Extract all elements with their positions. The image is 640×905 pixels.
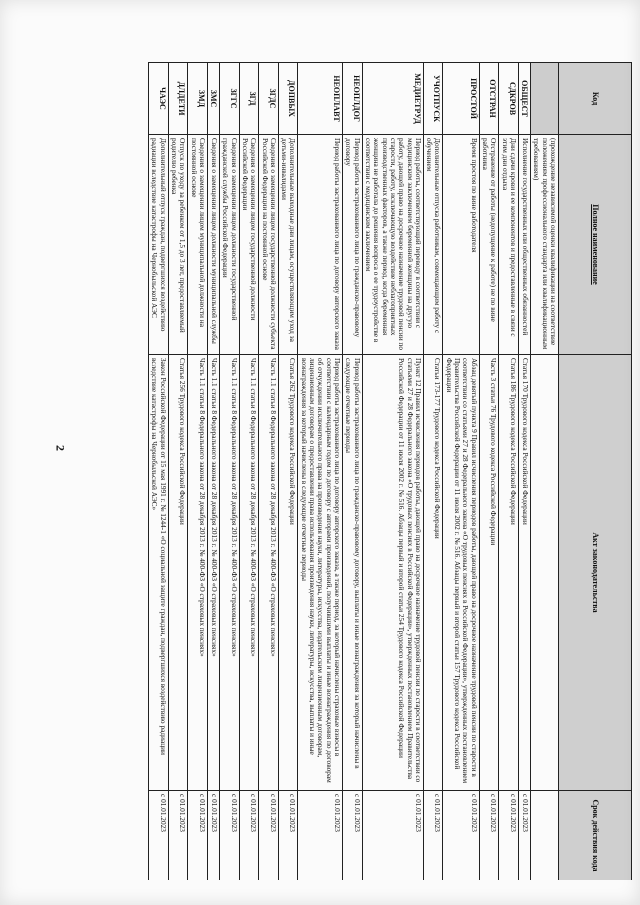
date-cell: с 01.01.2023 — [219, 791, 239, 881]
code-cell: ЗГДС — [259, 63, 279, 135]
name-cell: Сведения о замещении лицом государственной должности субъекта Российской Федерации на постоянной основе — [259, 135, 279, 355]
date-cell: с 01.01.2023 — [168, 791, 188, 881]
act-cell: Часть 3 статьи 76 Трудового кодекса Российской Федерации — [479, 355, 499, 791]
table-row — [207, 63, 219, 881]
table-row — [531, 63, 559, 881]
date-cell: с 01.01.2023 — [188, 791, 208, 881]
act-cell: Часть 1.1 статьи 8 Федерального закона от 28 декабря 2013 г. № 400-ФЗ «О страховых пенсиях» — [259, 355, 279, 791]
rotated-page — [48, 62, 632, 880]
act-cell: Статья 262 Трудового кодекса Российской Федерации — [278, 355, 298, 791]
table-header-row — [559, 63, 632, 881]
name-cell: Дополнительный отпуск граждан, подвергшихся воздействию радиации вследствие катастрофы на Чернобыльской АЭС — [148, 135, 168, 355]
name-cell: Исполнение государственных или общественных обязанностей — [518, 135, 530, 355]
act-cell: Статья 170 Трудового кодекса Российской Федерации — [518, 355, 530, 791]
date-cell: с 01.01.2023 — [423, 791, 443, 881]
table-row — [188, 63, 208, 881]
date-cell: с 01.01.2023 — [343, 791, 363, 881]
activity-codes-table — [148, 62, 632, 880]
name-cell: Время простоя по вине работодателя — [443, 135, 479, 355]
name-cell: Дополнительные отпуска работникам, совмещающим работу с обучением — [423, 135, 443, 355]
code-cell: ЗГГС — [219, 63, 239, 135]
date-cell: с 01.01.2023 — [207, 791, 219, 881]
table-body — [148, 63, 558, 881]
code-cell: МЕДИЕТРУД — [362, 63, 423, 135]
code-cell: ДЛДЕТИ — [168, 63, 188, 135]
act-cell: Статья 186 Трудового кодекса Российской Федерации — [499, 355, 519, 791]
table-row — [479, 63, 499, 881]
table-row — [168, 63, 188, 881]
table-row — [499, 63, 519, 881]
date-cell: с 01.01.2023 — [148, 791, 168, 881]
table-row — [148, 63, 168, 881]
table-row — [518, 63, 530, 881]
date-cell: с 01.01.2023 — [298, 791, 343, 881]
code-cell: УЧОТПУСК — [423, 63, 443, 135]
date-cell: с 01.01.2023 — [443, 791, 479, 881]
act-cell: Статьи 173-177 Трудового кодекса Российской Федерации — [423, 355, 443, 791]
act-cell: Абзац девятый пункта 9 Правил исчисления периодов работы, дающей право на досрочное назначение трудовой пенсии по старости в соответствии со статьями 27 и 28 Федерального закона «О трудовых пенсиях в Российской Федерации», утвержденных постановлением Правительства Российской Федерации от 11 июля 2002 г. № 516. Абзацы первый и второй статьи 157 Трудового кодекса Российской Федерации — [443, 355, 479, 791]
code-cell: ЗМД — [188, 63, 208, 135]
code-cell: ОБЩЕСТ — [518, 63, 530, 135]
name-cell: Дополнительные выходные дни лицам, осуществляющим уход за детьми-инвалидами — [278, 135, 298, 355]
header-full-name: Полное наименование — [559, 135, 632, 355]
document-body — [48, 62, 632, 880]
act-cell: Часть 1.1 статьи 8 Федерального закона от 28 декабря 2013 г. № 400-ФЗ «О страховых пенсиях» — [188, 355, 208, 791]
act-cell: Часть 1.1 статьи 8 Федерального закона от 28 декабря 2013 г. № 400-ФЗ «О страховых пенсиях» — [207, 355, 219, 791]
name-cell: Дни сдачи крови и ее компонентов и предоставленные в связи с этим дни отдыха — [499, 135, 519, 355]
code-cell: НЕОПЛДОГ — [343, 63, 363, 135]
header-code: Код — [559, 63, 632, 135]
table-row — [443, 63, 479, 881]
table-row — [362, 63, 423, 881]
table-row — [423, 63, 443, 881]
table-row — [278, 63, 298, 881]
code-cell: ЗМС — [207, 63, 219, 135]
code-cell: ЗГД — [239, 63, 259, 135]
code-cell: НЕОПЛАВТ — [298, 63, 343, 135]
act-cell: Часть 1.1 статьи 8 Федерального закона от 28 декабря 2013 г. № 400-ФЗ «О страховых пенсиях» — [219, 355, 239, 791]
code-cell — [531, 63, 559, 135]
date-cell: с 01.01.2023 — [278, 791, 298, 881]
code-cell: ЧАЭС — [148, 63, 168, 135]
code-cell: ПРОСТОЙ — [443, 63, 479, 135]
act-cell: Закон Российской Федерации от 15 мая 1991 г. № 1244-1 «О социальной защите граждан, подвергшихся воздействию радиации вследствие катастрофы на Чернобыльской АЭС» — [148, 355, 168, 791]
code-cell: ДОПВЫХ — [278, 63, 298, 135]
code-cell: СДКРОВ — [499, 63, 519, 135]
act-cell — [531, 355, 559, 791]
name-cell: Сведения о замещении лицом государственной должности Российской Федерации — [239, 135, 259, 355]
code-cell: ОТСТРАН — [479, 63, 499, 135]
name-cell: Период работы, соответствующий переводу в соответствии с медицинским заключением беременной женщины на другую работу, дающей право на досрочное назначение трудовой пенсии по старости, работу, исключающую воздействие неблагоприятных производственных факторов, а также период, когда беременная женщина не работала до решения вопроса о ее трудоустройстве в соответствии с медицинским заключением — [362, 135, 423, 355]
table-row — [219, 63, 239, 881]
name-cell: Сведения о замещении лицом муниципальной должности на постоянной основе — [188, 135, 208, 355]
act-cell: Период работы застрахованного лица по договору авторского заказа, а также период, за который начислены страховые взносы в соответствии с календарным годом по договору с авторами произведений, получившими выплаты и иные вознаграждения по договорам об отчуждении исключительного права на произведения науки, литературы, искусства, издательским лицензионным договорам, лицензионным договорам о предоставлении права использования произведения науки, литературы, искусства, выплаты и иные вознаграждения за который начислены в следующие отчетные периоды — [298, 355, 343, 791]
table-row — [239, 63, 259, 881]
act-cell: Пункт 12 Правил исчисления периодов работы, дающей право на досрочное назначение трудовой пенсии по старости в соответствии со статьями 27 и 28 Федерального закона «О трудовых пенсиях в Российской Федерации», утвержденных постановлением Правительства Российской Федерации от 11 июля 2002 г. № 516. Абзацы первый и второй статьи 254 Трудового кодекса Российской Федерации — [362, 355, 423, 791]
table-row — [259, 63, 279, 881]
header-legal-act: Акт законодательства — [559, 355, 632, 791]
act-cell: Статья 256 Трудового кодекса Российской Федерации — [168, 355, 188, 791]
date-cell: с 01.01.2023 — [499, 791, 519, 881]
name-cell: Отпуск по уходу за ребенком от 1,5 до 3 лет, предоставляемый родителю ребенка — [168, 135, 188, 355]
table-row — [298, 63, 343, 881]
date-cell: с 01.01.2023 — [479, 791, 499, 881]
header-validity-date: Срок действия кода — [559, 791, 632, 881]
date-cell: с 01.01.2023 — [239, 791, 259, 881]
act-cell: Период работы застрахованного лица по гражданско-правовому договору, выплаты и иные вознаграждения за который начислены в следующие отчетные периоды — [343, 355, 363, 791]
table-row — [343, 63, 363, 881]
name-cell: Период работы застрахованного лица по договору авторского заказа — [298, 135, 343, 355]
name-cell: Сведения о замещении лицом должности государственной гражданской службы Российской Федерации — [219, 135, 239, 355]
date-cell: с 01.01.2023 — [518, 791, 530, 881]
act-cell: Часть 1.1 статьи 8 Федерального закона от 28 декабря 2013 г. № 400-ФЗ «О страховых пенсиях» — [239, 355, 259, 791]
date-cell: с 01.01.2023 — [259, 791, 279, 881]
name-cell: Отстранение от работы (недопущение к работе) не по вине работника — [479, 135, 499, 355]
page-number: 2 — [53, 445, 68, 451]
name-cell: Период работы застрахованного лица по гражданско-правовому договору — [343, 135, 363, 355]
date-cell — [531, 791, 559, 881]
date-cell: с 01.01.2023 — [362, 791, 423, 881]
name-cell: Сведения о замещении лицом должности муниципальной службы — [207, 135, 219, 355]
name-cell: (прохождение независимой оценки квалификации на соответствие положениям профессионального стандарта или квалификационным требованиям) — [531, 135, 559, 355]
